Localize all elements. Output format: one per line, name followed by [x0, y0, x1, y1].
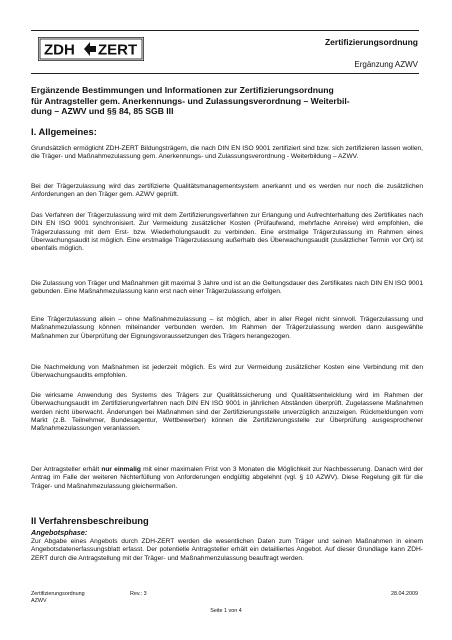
text-segment: mit einer maximalen Frist von 3 Monaten die Möglichkeit zur Nachbesserung. Danach wird der Antrag im Falle der weiteren Nichterfüllung von Anforderungen endgültig abgelehnt (vgl. § 10 AZWV). Diese Regelung gilt für die Träger- und Maßnahmezulassung gleichermaßen.	[31, 466, 423, 490]
section-1-title: I. Allgemeines:	[31, 126, 97, 137]
paragraph: Eine Trägerzulassung allein – ohne Maßnahmezulassung – ist möglich, aber in aller Regel nicht sinnvoll. Trägerzulassung und Maßnahmezulassung können miteinander verbunden werden. Im Rahmen der Trägerzulassung werden dann ausgewählte Maßnahmen zur Überprüfung der Eignungsvoraussetzungen des Trägers herangezogen.	[31, 316, 423, 340]
text-segment: Der Antragsteller erhält	[31, 466, 102, 473]
emphasis-text: nur einmalig	[101, 466, 141, 473]
header-subtitle: Ergänzung AZWV	[354, 60, 418, 69]
paragraph: Die Nachmeldung von Maßnahmen ist jederzeit möglich. Es wird zur Vermeidung zusätzlicher Kosten eine Verbindung mit den Überwachungsaudits empfohlen.	[31, 364, 423, 380]
footer-doc-name-line1: Zertifizierungsordnung	[31, 591, 85, 597]
paragraph: Die wirksame Anwendung des Systems des Trägers zur Qualitätssicherung und Qualitätsentwicklung wird im Rahmen der Überwachungsaudit im Zertifizierungverfahren nach DIN EN ISO 9001 in jährlichen Abständen überprüft. Zugelassene Maßnahmen werden nicht überwacht. Änderungen bei Maßnahmen sind der Zertifizierungsstelle unverzüglich anzuzeigen. Rückmeldungen vom Markt (z.B. Teilnehmer, Bundesagentur, Wettbewerber) können die Zertifizierungsstelle zur Überprüfung ausgesprochener Maßnahmezulassungen veranlassen.	[31, 392, 423, 433]
paragraph: Grundsätzlich ermöglicht ZDH-ZERT Bildungsträgern, die nach DIN EN ISO 9001 zertifiziert sind bzw. sich zertifizieren lassen wollen, die Träger- und Maßnahmezulassung gem. Anerkennungs- und Zulassungsverordnung - Weiterbildung – AZWV.	[31, 145, 423, 161]
footer-doc-name-line2: AZWV	[31, 598, 47, 604]
heading-line-1: Ergänzende Bestimmungen und Informationen zur Zertifizierungsordnung	[31, 85, 334, 95]
heading-line-3: dung – AZWV und §§ 84, 85 SGB III	[31, 106, 174, 117]
section-2-title: II Verfahrensbeschreibung	[31, 515, 149, 526]
footer-doc-name	[31, 591, 85, 605]
subsection-title: Angebotsphase:	[31, 528, 88, 537]
paragraph: Zur Abgabe eines Angebots durch ZDH-ZERT werden die wesentlichen Daten zum Träger und seinen Maßnahmen in einem Angebotsdatenerfassungsblatt erfasst. Der potentielle Antragsteller erhält ein detailliertes Angebot. Auf dieser Grundlage kann ZDH-ZERT durch die Antragstellung mit der Träger- und Maßnahmenzulassung beauftragt werden.	[31, 538, 423, 562]
footer-page-number: Seite 1 von 4	[210, 608, 242, 614]
paragraph: Bei der Trägerzulassung wird das zertifizierte Qualitätsmanagementsystem anerkannt und es werden nur noch die zusätzlichen Anforderungen an den Träger gem. AZWV geprüft.	[31, 183, 423, 199]
paragraph-one-time-correction	[31, 466, 423, 491]
footer-revision: Rev.: 3	[130, 591, 147, 597]
document-heading	[31, 85, 423, 117]
paragraph: Die Zulassung von Träger und Maßnahmen gilt maximal 3 Jahre und ist an die Geltungsdauer des Zertifikates nach DIN EN ISO 9001 gebunden. Eine Maßnahmezulassung kann erst nach einer Trägerzulassung erfolgen.	[31, 280, 423, 296]
zdh-zert-logo	[38, 37, 144, 61]
logo-text-left: ZDH	[44, 41, 75, 59]
heading-line-2: für Antragsteller gem. Anerkennungs- und Zulassungsverordnung – Weiterbil-	[31, 95, 350, 106]
logo-text-right: ZERT	[98, 41, 138, 59]
header-title: Zertifizierungsordnung	[324, 37, 418, 47]
footer-date: 28.04.2009	[391, 591, 418, 597]
paragraph: Das Verfahren der Trägerzulassung wird mit dem Zertifizierungsverfahren zur Erlangung und Aufrechterhaltung des Zertifikates nach DIN EN ISO 9001 synchronisiert. Zur Vermeidung zusätzlicher Kosten (Prüfaufwand, mehrfache Anreise) wird empfohlen, die Trägerzulassung mit dem Erst- bzw. Wiederholungsaudit zu verbinden. Eine erstmalige Trägerzulassung im Rahmen eines Überwachungsaudit ist möglich. Eine erstmalige Trägerzulassung außerhalb des Überwachungsaudit (zusätzlicher Termin vor Ort) ist ebenfalls möglich.	[31, 212, 423, 253]
